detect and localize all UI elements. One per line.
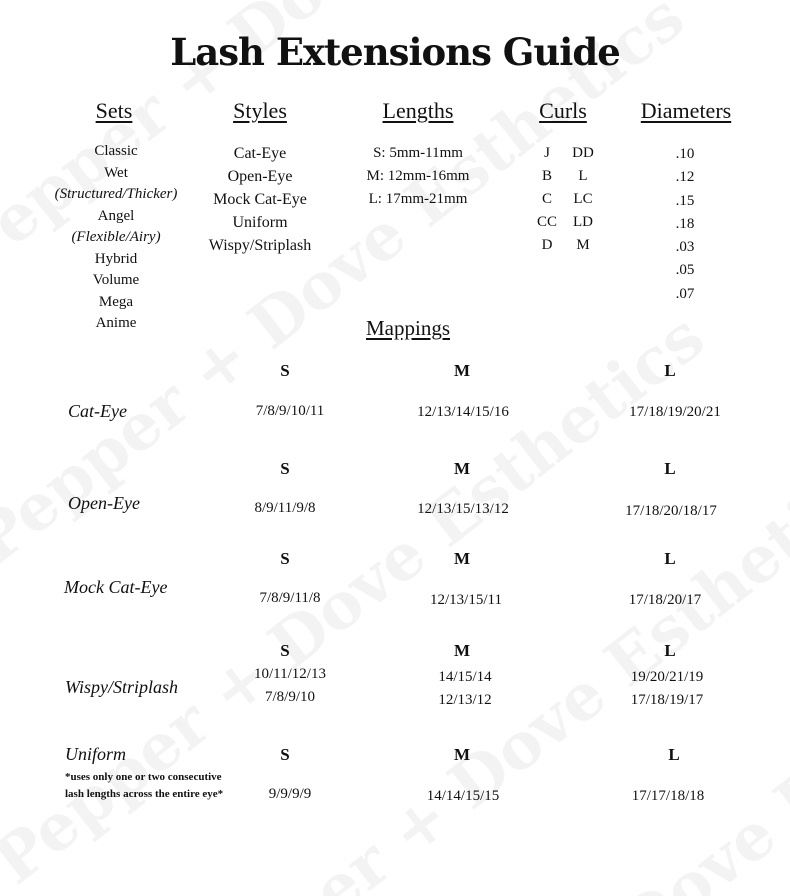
mapping-m-values: 14/15/14 12/13/12 <box>438 669 492 708</box>
mapping-style-cat-eye: Cat-Eye <box>68 401 127 421</box>
mapping-l-values: 19/20/21/19 17/18/19/17 <box>630 669 704 708</box>
curl-item: D <box>541 237 553 253</box>
mapping-style-uniform: Uniform <box>65 744 127 764</box>
style-item: Cat-Eye <box>233 145 287 162</box>
mapping-l-values: 17/18/20/18/17 <box>625 503 717 519</box>
lengths-heading: Lengths <box>382 98 454 123</box>
mapping-style-open-eye: Open-Eye <box>68 493 140 513</box>
size-label-l: L <box>664 549 676 568</box>
diameter-item: .10 <box>675 146 695 162</box>
curl-item: DD <box>572 145 594 161</box>
mapping-s-values: 8/9/11/9/8 <box>254 500 316 516</box>
page-title: Lash Extensions Guide <box>170 30 620 74</box>
curl-row <box>530 165 602 188</box>
size-label-l: L <box>664 641 676 660</box>
curl-item: LC <box>573 191 593 207</box>
styles-list <box>190 142 330 257</box>
size-label-l: L <box>664 459 676 478</box>
mapping-s-values: 10/11/12/13 7/8/9/10 <box>254 666 326 705</box>
mapping-l-values: 17/17/18/18 <box>631 788 705 804</box>
mapping-l-values: 17/18/20/17 <box>628 592 702 608</box>
curl-item: M <box>576 237 590 253</box>
size-label-m: M <box>453 745 471 764</box>
set-note: (Structured/Thicker) <box>54 186 178 202</box>
style-item: Uniform <box>232 214 288 231</box>
diameter-item: .07 <box>675 285 695 302</box>
style-item: Wispy/Striplash <box>208 237 312 254</box>
curl-item: CC <box>536 214 557 230</box>
size-label-m: M <box>453 641 471 660</box>
styles-heading: Styles <box>233 98 287 123</box>
set-item: Classic <box>94 143 138 159</box>
mapping-m-values: 12/13/14/15/16 <box>417 404 509 420</box>
size-label-s: S <box>280 641 290 660</box>
mapping-m-values: 14/14/15/15 <box>426 788 500 804</box>
curls-grid <box>530 142 602 257</box>
diameter-item: .18 <box>675 215 695 232</box>
mappings-heading: Mappings <box>366 316 450 340</box>
set-item: Wet <box>104 164 128 181</box>
mapping-m-values: 12/13/15/13/12 <box>417 501 509 517</box>
size-label-l: L <box>664 361 676 380</box>
mapping-l-values: 17/18/19/20/21 <box>629 404 721 420</box>
diameters-heading: Diameters <box>640 98 732 123</box>
set-item: Angel <box>97 207 135 224</box>
mapping-s-values: 7/8/9/10/11 <box>255 403 325 419</box>
diameters-list <box>650 143 720 306</box>
size-label-s: S <box>280 361 290 380</box>
curl-item: C <box>541 191 552 207</box>
set-item: Volume <box>92 272 140 288</box>
set-item: Hybrid <box>94 250 138 267</box>
watermark-text <box>330 579 790 896</box>
mapping-m-values: 12/13/15/11 <box>430 592 502 608</box>
size-label-s: S <box>280 459 290 478</box>
curls-heading: Curls <box>539 98 587 123</box>
size-label-m: M <box>453 361 471 380</box>
length-item: M: 12mm-16mm <box>366 168 470 184</box>
diameter-item: .15 <box>675 192 695 209</box>
curl-row <box>530 234 602 257</box>
style-item: Mock Cat-Eye <box>213 191 307 208</box>
curl-row <box>530 211 602 234</box>
curl-row <box>530 142 602 165</box>
sets-list <box>36 141 196 335</box>
style-item: Open-Eye <box>227 168 293 185</box>
curl-item: L <box>578 168 588 184</box>
curl-row <box>530 188 602 211</box>
diameter-item: .05 <box>675 262 695 279</box>
curl-item: LD <box>573 214 593 230</box>
size-label-m: M <box>453 549 471 568</box>
mapping-s-values: 9/9/9/9 <box>268 786 312 802</box>
curl-item: B <box>541 168 552 184</box>
set-item: Mega <box>98 293 134 310</box>
diameter-item: .03 <box>675 239 695 256</box>
curl-item: J <box>544 145 550 161</box>
size-label-l: L <box>668 745 680 764</box>
sets-heading: Sets <box>95 98 133 123</box>
diameter-item: .12 <box>675 169 695 186</box>
uniform-note: *uses only one or two consecutive lash lengths across the entire eye* <box>65 771 224 800</box>
set-item: Anime <box>95 315 137 331</box>
mapping-style-mock-cat-eye: Mock Cat-Eye <box>64 577 168 597</box>
mapping-s-values: 7/8/9/11/8 <box>259 590 321 606</box>
set-note: (Flexible/Airy) <box>71 229 161 245</box>
mapping-style-wispy-striplash: Wispy/Striplash <box>65 677 179 697</box>
size-label-m: M <box>453 459 471 478</box>
length-item: S: 5mm-11mm <box>373 145 463 161</box>
length-item: L: 17mm-21mm <box>368 191 468 207</box>
size-label-s: S <box>280 549 290 568</box>
lengths-list <box>348 142 488 211</box>
size-label-s: S <box>280 745 290 764</box>
